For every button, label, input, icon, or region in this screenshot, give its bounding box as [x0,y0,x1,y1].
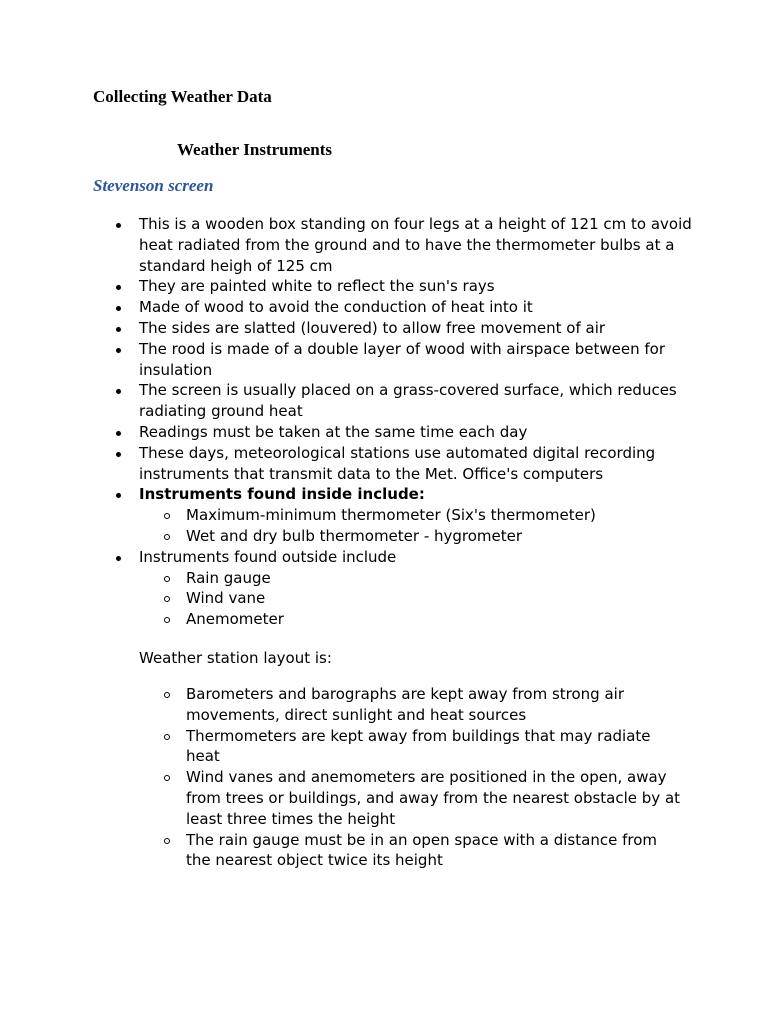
sub-list-item-text: Rain gauge [186,568,271,587]
layout-list-item-text: Wind vanes and anemometers are positioned in the open, away from trees or buildings, and away from the nearest obstacle by at least three times the height [186,768,681,828]
document-subtitle: Weather Instruments [177,140,333,159]
circle-bullet-icon [164,617,170,623]
sub-list-item-text: Maximum-minimum thermometer (Six's thermometer) [186,506,596,525]
station-layout-intro: Weather station layout is: [139,649,332,667]
layout-list-item-text: Thermometers are kept away from buildings that may radiate heat [186,726,651,766]
bullet-icon [116,327,121,332]
sub-list-item [186,568,699,589]
layout-list-item-text: Barometers and barographs are kept away from strong air movements, direct sunlight and heat sources [186,685,624,724]
bullet-icon [116,452,121,457]
bullet-icon [116,556,121,561]
outside-instruments-label: Instruments found outside include [139,547,397,566]
list-item [139,443,699,485]
layout-list-item [186,726,686,768]
sub-list-item-text: Anemometer [186,610,284,629]
bullet-icon [116,223,121,228]
bullet-icon [116,493,121,498]
list-item [139,214,699,276]
circle-bullet-icon [164,534,170,540]
stevenson-screen-list [139,214,699,630]
circle-bullet-icon [164,576,170,582]
inside-instruments-list [139,505,699,547]
circle-bullet-icon [164,775,170,781]
list-item [139,339,699,381]
list-item [139,380,699,422]
sub-list-item [186,609,699,630]
layout-list-item-text: The rain gauge must be in an open space with a distance from the nearest object twice its height [186,830,657,870]
circle-bullet-icon [164,596,170,602]
list-item-text: Made of wood to avoid the conduction of heat into it [139,298,533,317]
list-item-text: The rood is made of a double layer of wood with airspace between for insulation [139,339,665,379]
list-item [139,276,699,297]
circle-bullet-icon [164,734,170,740]
layout-list-item [186,767,686,829]
layout-list-item [186,684,686,726]
sub-list-item-text: Wind vane [186,589,266,608]
list-item-text: This is a wooden box standing on four legs at a height of 121 cm to avoid heat radiated from the ground and to have the thermometer bulbs at a standard heigh of 125 cm [139,215,692,275]
bullet-icon [116,389,121,394]
list-item-text: The sides are slatted (louvered) to allow free movement of air [139,318,606,337]
list-item [139,297,699,318]
list-item-inside-instruments [139,484,699,546]
station-layout-list [186,684,686,871]
list-item [139,318,699,339]
bullet-icon [116,431,121,436]
list-item-text: Readings must be taken at the same time each day [139,422,528,441]
sub-list-item [186,505,699,526]
bullet-icon [116,285,121,290]
circle-bullet-icon [164,838,170,844]
list-item-text: The screen is usually placed on a grass-covered surface, which reduces radiating ground heat [139,381,677,421]
circle-bullet-icon [164,692,170,698]
sub-list-item-text: Wet and dry bulb thermometer - hygrometer [186,526,523,545]
inside-instruments-label: Instruments found inside include: [139,485,425,504]
sub-list-item [186,588,699,609]
document-title: Collecting Weather Data [93,87,272,106]
list-item-text: They are painted white to reflect the sun's rays [139,277,495,296]
outside-instruments-list [139,568,699,630]
list-item [139,422,699,443]
layout-list-item [186,830,686,872]
bullet-icon [116,306,121,311]
bullet-icon [116,348,121,353]
list-item-outside-instruments [139,547,699,630]
list-item-text: These days, meteorological stations use automated digital recording instruments that transmit data to the Met. Office's computers [139,443,656,483]
circle-bullet-icon [164,513,170,519]
sub-list-item [186,526,699,547]
section-heading-stevenson-screen: Stevenson screen [93,176,214,195]
